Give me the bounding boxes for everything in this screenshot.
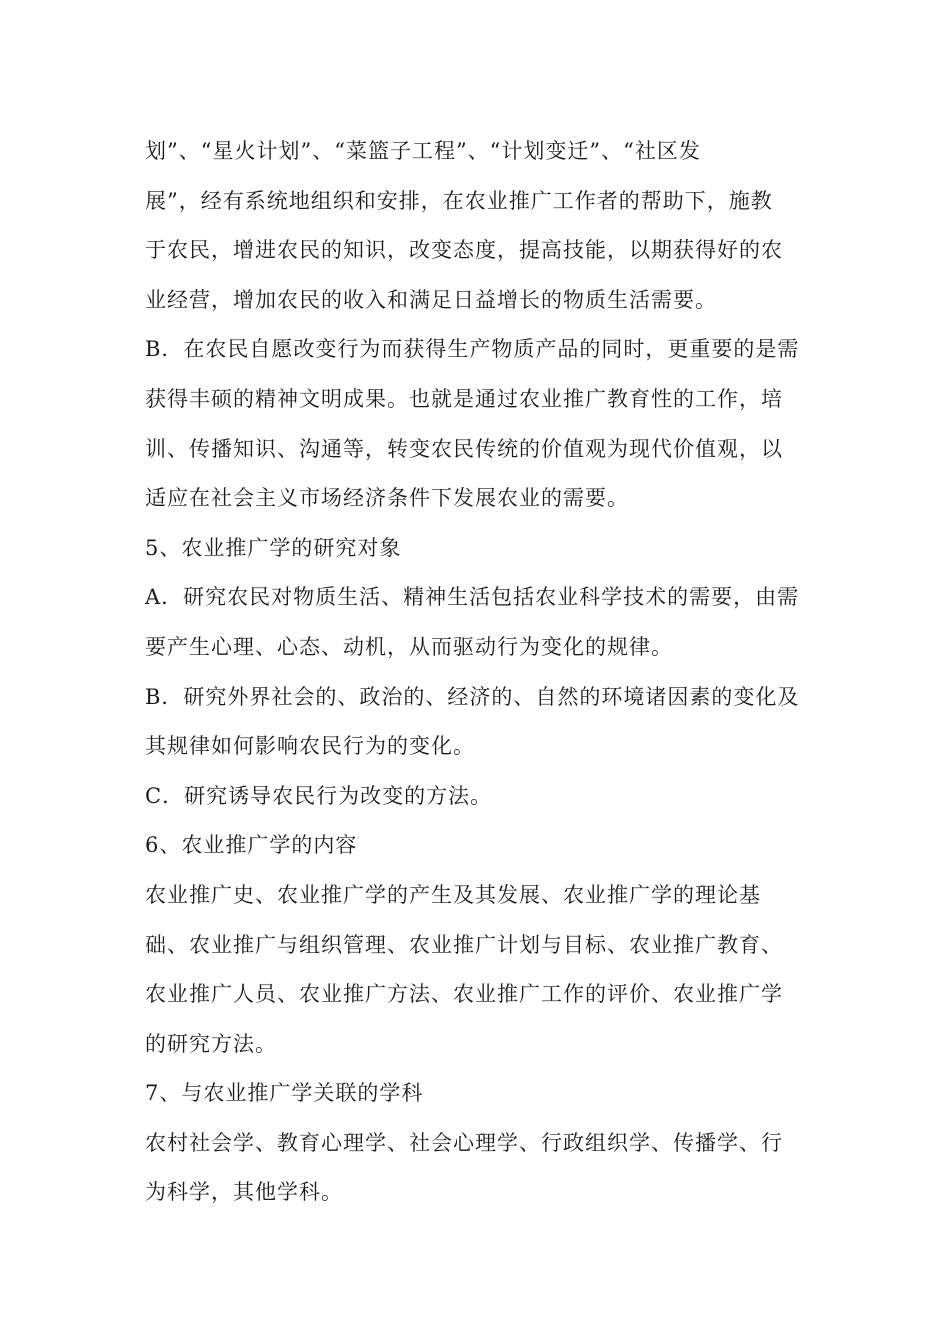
text-line: 划”、“星火计划”、“菜篮子工程”、“计划变迁”、“社区发: [145, 139, 701, 163]
text-line: 展”，经有系统地组织和安排，在农业推广工作者的帮助下，施教: [145, 188, 773, 213]
text-line: A．研究农民对物质生活、精神生活包括农业科学技术的需要，由需: [145, 585, 800, 610]
section-heading-7: 7、与农业推广学关联的学科: [145, 1081, 424, 1106]
section-heading-5: 5、农业推广学的研究对象: [145, 535, 402, 560]
text-line: C．研究诱导农民行为改变的方法。: [145, 783, 493, 808]
document-body: [145, 127, 810, 1218]
text-line: 其规律如何影响农民行为的变化。: [145, 734, 475, 759]
text-line: 于农民，增进农民的知识，改变态度，提高技能，以期获得好的农: [145, 238, 783, 263]
text-line: 的研究方法。: [145, 1031, 277, 1056]
text-line: 适应在社会主义市场经济条件下发展农业的需要。: [145, 486, 629, 511]
text-line: 础、农业推广与组织管理、农业推广计划与目标、农业推广教育、: [145, 932, 783, 957]
text-line: 农村社会学、教育心理学、社会心理学、行政组织学、传播学、行: [145, 1130, 783, 1155]
text-line: 获得丰硕的精神文明成果。也就是通过农业推广教育性的工作，培: [145, 386, 783, 411]
text-line: 为科学，其他学科。: [145, 1180, 343, 1205]
text-line: 农业推广史、农业推广学的产生及其发展、农业推广学的理论基: [145, 882, 761, 907]
section-heading-6: 6、农业推广学的内容: [145, 833, 358, 858]
text-line: 训、传播知识、沟通等，转变农民传统的价值观为现代价值观，以: [145, 436, 783, 461]
text-line: 业经营，增加农民的收入和满足日益增长的物质生活需要。: [145, 287, 717, 312]
text-line: B．研究外界社会的、政治的、经济的、自然的环境诸因素的变化及: [145, 684, 800, 709]
text-line: 农业推广人员、农业推广方法、农业推广工作的评价、农业推广学: [145, 982, 783, 1007]
text-line: B．在农民自愿改变行为而获得生产物质产品的同时，更重要的是需: [145, 337, 800, 362]
text-line: 要产生心理、心态、动机，从而驱动行为变化的规律。: [145, 634, 673, 659]
